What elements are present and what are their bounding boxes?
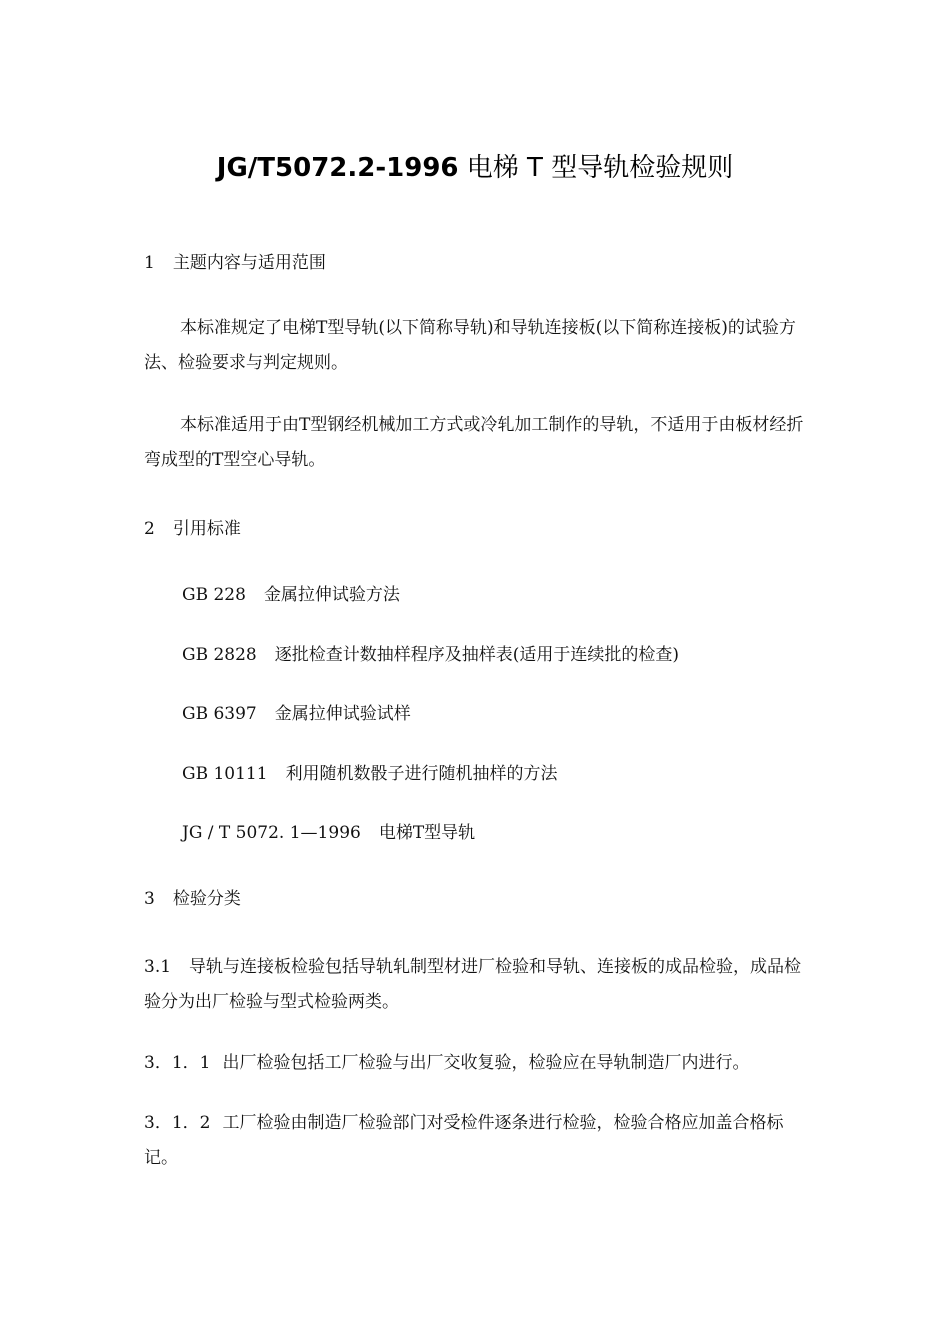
clause-text: 工厂检验由制造厂检验部门对受检件逐条进行检验，检验合格应加盖合格标记。 — [144, 1113, 784, 1168]
reference-code: GB 228 — [182, 585, 246, 605]
section-heading-text: 引用标准 — [172, 519, 241, 539]
reference-title: 金属拉伸试验试样 — [274, 704, 411, 724]
reference-code: GB 6397 — [182, 704, 257, 724]
title-text: 电梯 T 型导轨检验规则 — [466, 153, 734, 183]
reference-item — [182, 638, 802, 673]
clause-3-1 — [144, 950, 810, 1020]
section-number: 2 — [144, 519, 155, 539]
reference-title: 电梯T型导轨 — [378, 823, 476, 843]
reference-title: 逐批检查计数抽样程序及抽样表(适用于连续批的检查) — [274, 645, 680, 665]
clause-text: 导轨与连接板检验包括导轨轧制型材进厂检验和导轨、连接板的成品检验，成品检验分为出厂检验与型式检验两类。 — [144, 957, 802, 1012]
section-2-heading — [144, 512, 810, 547]
reference-item — [182, 697, 802, 732]
section-heading-text: 主题内容与适用范围 — [172, 253, 326, 273]
reference-item — [182, 757, 802, 792]
clause-number: 3．1．2 — [144, 1113, 211, 1133]
title-code: JG/T5072.2-1996 — [216, 153, 459, 183]
clause-3-1-2 — [144, 1106, 810, 1176]
section-number: 1 — [144, 253, 155, 273]
reference-item — [182, 816, 802, 851]
reference-title: 金属拉伸试验方法 — [263, 585, 400, 605]
reference-code: GB 2828 — [182, 645, 257, 665]
section-1-paragraph-1: 本标准规定了电梯T型导轨(以下简称导轨)和导轨连接板(以下简称连接板)的试验方法、检验要求与判定规则。 — [144, 318, 796, 373]
reference-item — [182, 578, 802, 613]
document-title — [0, 150, 950, 186]
section-1-heading — [144, 246, 810, 281]
section-1-paragraph-2: 本标准适用于由T型钢经机械加工方式或冷轧加工制作的导轨，不适用于由板材经折弯成型的T型空心导轨。 — [144, 415, 804, 470]
clause-3-1-1 — [144, 1046, 810, 1081]
reference-title: 利用随机数骰子进行随机抽样的方法 — [285, 764, 558, 784]
section-heading-text: 检验分类 — [172, 889, 241, 909]
reference-code: GB 10111 — [182, 764, 268, 784]
clause-number: 3．1．1 — [144, 1053, 211, 1073]
section-number: 3 — [144, 889, 155, 909]
reference-code: JG / T 5072. 1—1996 — [182, 823, 361, 843]
clause-number: 3.1 — [144, 957, 172, 977]
section-3-heading — [144, 882, 810, 917]
clause-text: 出厂检验包括工厂检验与出厂交收复验，检验应在导轨制造厂内进行。 — [222, 1053, 750, 1073]
